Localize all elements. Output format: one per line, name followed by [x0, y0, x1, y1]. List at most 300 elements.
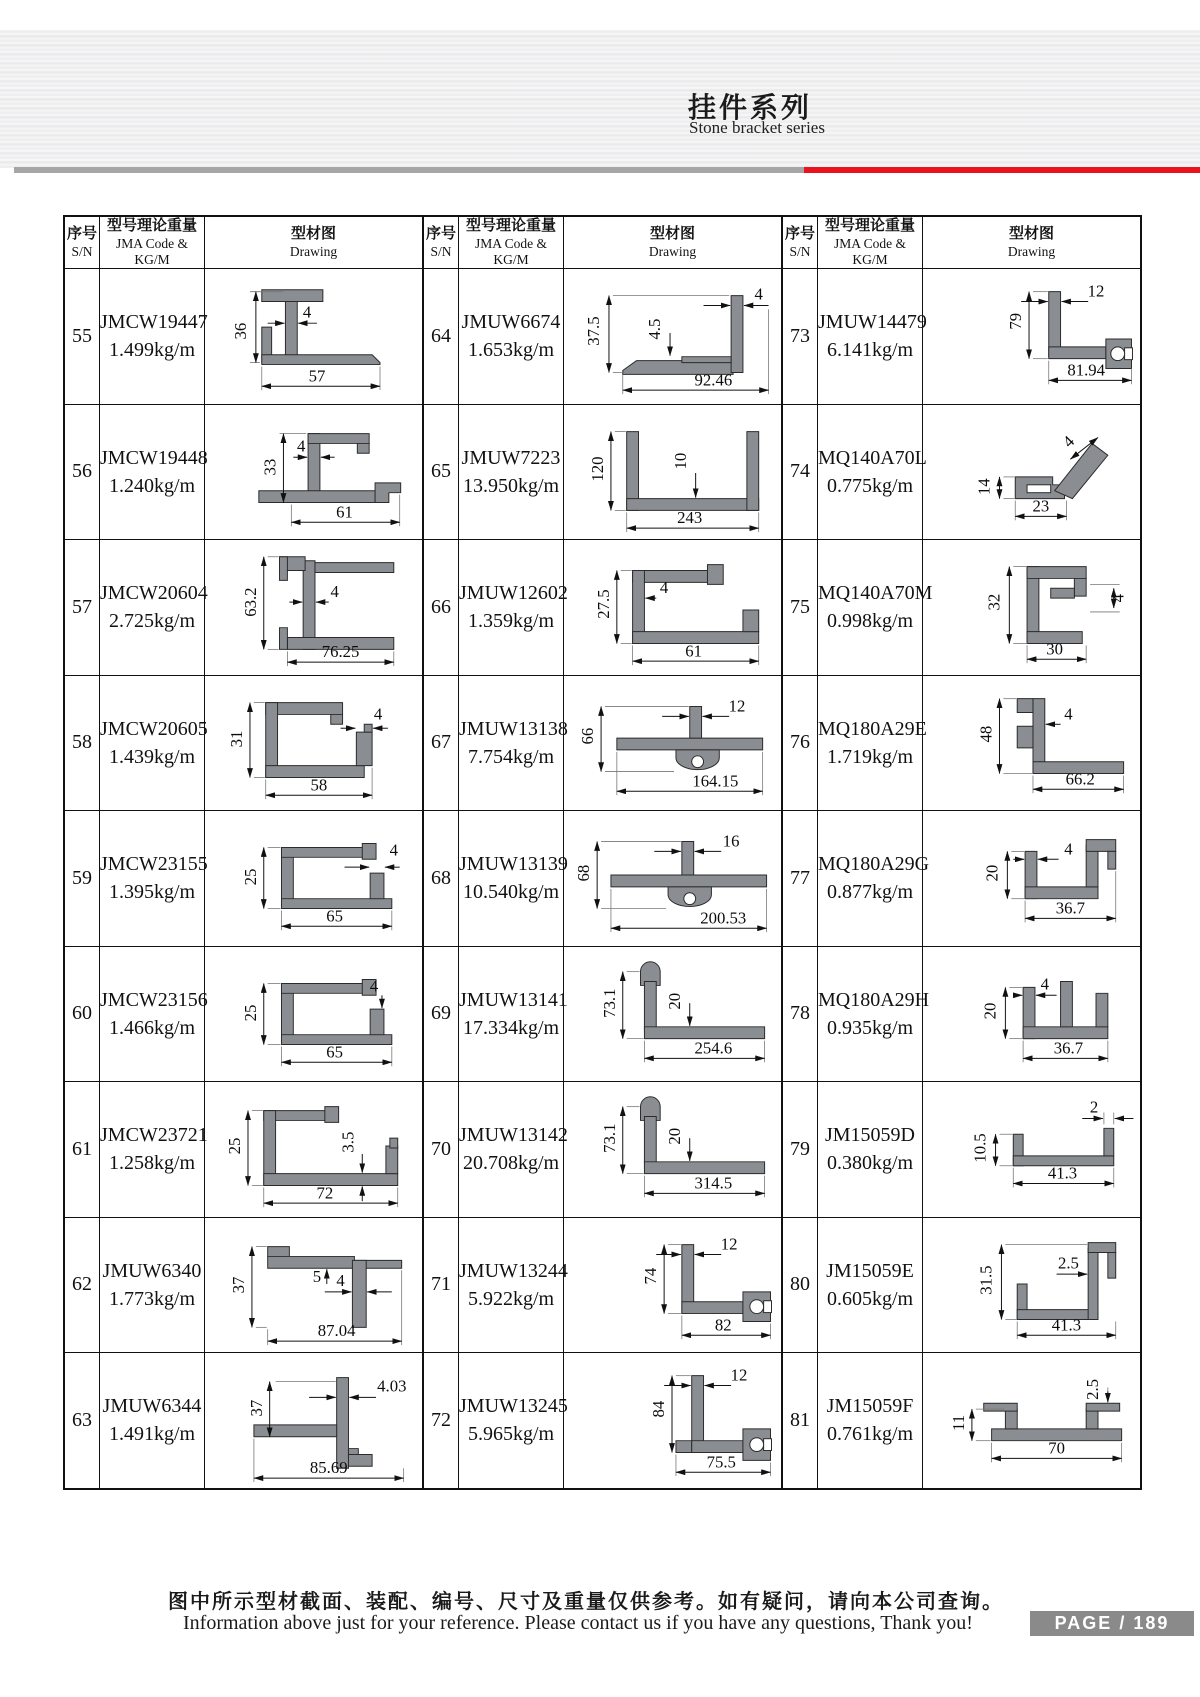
profile-row-70	[423, 1082, 782, 1218]
drawing-cell	[205, 946, 424, 1082]
dim-label: 254.6	[694, 1038, 733, 1058]
profile-drawing-JM15059F	[924, 1354, 1139, 1486]
profile-weight: 7.754kg/m	[467, 745, 555, 768]
code-weight-cell	[818, 1353, 923, 1489]
profile-row-68	[423, 811, 782, 947]
profile-code: JMUW13141	[459, 988, 568, 1011]
profile-weight: 5.922kg/m	[467, 1287, 555, 1310]
profile-row-71	[423, 1217, 782, 1353]
dim-label: 36.7	[1055, 898, 1086, 918]
col-header-en: Drawing	[1007, 243, 1056, 259]
serial-number: 61	[64, 1082, 100, 1218]
dim-label: 36.7	[1053, 1038, 1084, 1058]
dim-label: 41.3	[1051, 1315, 1082, 1335]
profile-code: JMUW13244	[459, 1259, 568, 1282]
profile-drawing-MQ180A29H	[924, 948, 1139, 1080]
drawing-cell	[923, 1082, 1142, 1218]
divider-gray	[14, 167, 804, 173]
dim-label: 4	[1064, 704, 1073, 724]
dim-label: 65	[326, 1042, 344, 1062]
profile-table-group-1	[63, 215, 424, 1490]
code-weight-cell	[459, 1353, 568, 1489]
col-header-sn	[423, 216, 459, 269]
profile-row-60	[64, 946, 423, 1082]
profile-weight: 10.540kg/m	[462, 881, 560, 904]
code-weight-cell	[459, 269, 564, 405]
col-header-cn: 序号	[784, 226, 815, 243]
col-header-code	[459, 216, 564, 269]
page-number-badge: PAGE / 189	[1030, 1611, 1194, 1636]
drawing-cell	[564, 1082, 783, 1218]
profile-drawing-JM15059D	[924, 1083, 1139, 1215]
profile-weight: 1.258kg/m	[108, 1152, 196, 1175]
dim-label: 63.2	[240, 587, 260, 618]
code-weight-cell	[818, 540, 933, 676]
code-weight-cell	[818, 404, 927, 540]
profile-weight: 1.359kg/m	[467, 610, 555, 633]
dim-label: 164.15	[692, 771, 739, 791]
dim-label: 4	[296, 436, 306, 456]
serial-number: 81	[782, 1353, 818, 1489]
profile-row-78	[782, 946, 1141, 1082]
col-header-cn: 型号理论重量	[824, 218, 915, 234]
dim-label: 41.3	[1047, 1163, 1078, 1183]
dim-label: 30	[1046, 639, 1064, 659]
dim-label: 36	[231, 323, 251, 340]
drawing-cell	[564, 404, 783, 540]
serial-number: 57	[64, 540, 100, 676]
profile-row-67	[423, 675, 782, 811]
profile-row-57	[64, 540, 423, 676]
dim-label: 4	[659, 578, 669, 598]
code-weight-cell	[100, 404, 208, 540]
page-subtitle: Stone bracket series	[689, 118, 825, 137]
dim-label: 70	[1048, 1438, 1065, 1458]
dim-label: 2.5	[1057, 1253, 1079, 1273]
dim-label: 75.5	[706, 1452, 736, 1472]
profile-drawing-JMCW23156	[206, 948, 421, 1080]
serial-number: 69	[423, 946, 459, 1082]
profile-weight: 17.334kg/m	[462, 1016, 560, 1039]
profile-drawing-JMCW20604	[206, 541, 421, 673]
serial-number: 76	[782, 675, 818, 811]
dim-label: 68	[574, 865, 594, 882]
profile-row-58	[64, 675, 423, 811]
dim-label: 120	[588, 456, 608, 482]
code-weight-cell	[100, 540, 208, 676]
dim-label: 37	[229, 1276, 249, 1294]
profile-drawing-MQ180A29G	[924, 812, 1139, 944]
profile-drawing-JMUW12602	[565, 541, 780, 673]
dim-label: 37.5	[584, 316, 604, 347]
dim-label: 12	[728, 696, 746, 716]
dim-label: 12	[730, 1365, 748, 1385]
col-header-draw	[205, 216, 424, 269]
profile-code: MQ180A29E	[818, 717, 927, 740]
dim-label: 25	[240, 869, 260, 886]
dim-label: 10.5	[970, 1133, 990, 1164]
profile-weight: 5.965kg/m	[467, 1423, 555, 1446]
dim-label: 37	[246, 1400, 266, 1417]
dim-label: 85.69	[309, 1458, 348, 1478]
col-header-en: JMA Code & KG/M	[474, 235, 547, 267]
drawing-cell	[564, 1353, 783, 1489]
code-weight-cell	[459, 946, 568, 1082]
col-header-cn: 型材图	[649, 226, 695, 243]
header-texture	[0, 30, 1200, 168]
dim-label: 61	[336, 502, 353, 522]
profile-row-80	[782, 1217, 1141, 1353]
profile-weight: 1.719kg/m	[826, 745, 914, 768]
dim-label: 73.1	[599, 1123, 619, 1154]
dim-label: 92.46	[694, 370, 733, 390]
drawing-cell	[205, 675, 424, 811]
profile-weight: 1.653kg/m	[467, 339, 555, 362]
code-weight-cell	[818, 269, 927, 405]
dim-label: 48	[976, 725, 996, 743]
drawing-cell	[205, 1217, 424, 1353]
serial-number: 66	[423, 540, 459, 676]
drawing-cell	[923, 1217, 1142, 1353]
code-weight-cell	[100, 1217, 205, 1353]
profile-drawing-MQ140A70L	[924, 406, 1139, 538]
dim-label: 4	[336, 1270, 345, 1290]
col-header-en: S/N	[430, 243, 452, 259]
profile-row-75	[782, 540, 1141, 676]
profile-code: JMUW6344	[102, 1395, 202, 1418]
col-header-cn: 型号理论重量	[106, 218, 197, 234]
code-weight-cell	[459, 675, 568, 811]
profile-code: MQ180A29H	[818, 988, 930, 1011]
profile-row-65	[423, 404, 782, 540]
profile-code: JMUW13142	[459, 1124, 568, 1147]
profile-drawing-JM15059E	[924, 1219, 1139, 1351]
profile-row-72	[423, 1353, 782, 1489]
profile-code: JMUW7223	[461, 446, 561, 469]
profile-code: JMUW6674	[461, 311, 561, 334]
profile-row-61	[64, 1082, 423, 1218]
dim-label: 23	[1032, 496, 1050, 516]
col-header-en: S/N	[789, 243, 811, 259]
footer-note-en: Information above just for your reference. Please contact us if you have any questions, Thank you!	[183, 1612, 973, 1634]
code-weight-cell	[459, 404, 564, 540]
profile-code: JMCW20604	[100, 582, 208, 605]
dim-label: 27.5	[593, 589, 613, 620]
drawing-cell	[923, 540, 1142, 676]
profile-drawing-JMCW23155	[206, 812, 421, 944]
profile-drawing-JMUW13138	[565, 677, 780, 809]
page-title: 挂件系列	[688, 92, 813, 123]
serial-number: 78	[782, 946, 818, 1082]
dim-label: 82	[714, 1315, 732, 1335]
profile-drawing-JMCW23721	[206, 1083, 421, 1215]
dim-label: 3.5	[338, 1132, 358, 1153]
code-weight-cell	[459, 1217, 568, 1353]
profile-drawing-JMUW6340	[206, 1219, 421, 1351]
profiles-table	[63, 215, 1136, 1476]
profile-code: JM15059D	[824, 1124, 915, 1147]
col-header-en: Drawing	[648, 243, 697, 259]
dim-label: 65	[326, 906, 344, 926]
dim-label: 57	[308, 366, 326, 386]
profile-weight: 1.395kg/m	[108, 881, 196, 904]
profile-weight: 20.708kg/m	[462, 1152, 560, 1175]
profile-drawing-MQ140A70M	[924, 541, 1139, 673]
profile-weight: 1.439kg/m	[108, 745, 196, 768]
drawing-cell	[923, 946, 1142, 1082]
profile-row-77	[782, 811, 1141, 947]
profile-code: JMUW13138	[459, 717, 568, 740]
drawing-cell	[564, 675, 783, 811]
profile-row-63	[64, 1353, 423, 1489]
profile-drawing-JMCW19448	[206, 406, 421, 538]
dim-label: 314.5	[694, 1173, 733, 1193]
col-header-cn: 型材图	[1008, 226, 1054, 243]
code-weight-cell	[459, 540, 568, 676]
col-header-en: S/N	[71, 243, 93, 259]
drawing-cell	[205, 811, 424, 947]
col-header-draw	[923, 216, 1142, 269]
dim-label: 20	[980, 1002, 1000, 1020]
serial-number: 55	[64, 269, 100, 405]
profile-code: JMCW19448	[100, 446, 208, 469]
dim-label: 31.5	[976, 1265, 996, 1295]
serial-number: 65	[423, 404, 459, 540]
dim-label: 4	[330, 582, 339, 602]
profile-weight: 1.773kg/m	[108, 1287, 196, 1310]
serial-number: 75	[782, 540, 818, 676]
dim-label: 79	[1006, 313, 1026, 330]
dim-label: 84	[649, 1401, 669, 1418]
dim-label: 76.25	[321, 642, 360, 662]
dim-label: 33	[260, 458, 280, 476]
profile-weight: 1.240kg/m	[108, 474, 196, 497]
dim-label: 243	[677, 508, 703, 528]
profile-row-73	[782, 269, 1141, 405]
profile-weight: 0.877kg/m	[826, 881, 914, 904]
dim-label: 66	[578, 727, 598, 745]
profile-code: JMUW14479	[818, 311, 927, 334]
profile-weight: 1.466kg/m	[108, 1016, 196, 1039]
drawing-cell	[564, 1217, 783, 1353]
dim-label: 81.94	[1067, 360, 1105, 380]
code-weight-cell	[818, 1217, 923, 1353]
dim-label: 87.04	[317, 1321, 356, 1341]
profile-weight: 0.761kg/m	[826, 1423, 914, 1446]
code-weight-cell	[100, 675, 208, 811]
profile-code: JMUW13245	[459, 1395, 568, 1418]
profile-drawing-JMUW13142	[565, 1083, 780, 1215]
dim-label: 4	[302, 302, 312, 322]
profile-code: JMCW20605	[100, 717, 208, 740]
serial-number: 60	[64, 946, 100, 1082]
dim-label: 4	[389, 840, 398, 860]
dim-label: 12	[1087, 281, 1105, 301]
profile-code: JMCW23156	[100, 988, 208, 1011]
profile-drawing-JMUW13245	[565, 1354, 780, 1486]
col-header-draw	[564, 216, 783, 269]
profile-weight: 1.491kg/m	[108, 1423, 196, 1446]
col-header-code	[818, 216, 923, 269]
code-weight-cell	[100, 1082, 208, 1218]
serial-number: 64	[423, 269, 459, 405]
serial-number: 70	[423, 1082, 459, 1218]
dim-label: 4	[373, 704, 383, 724]
dim-label: 72	[316, 1183, 334, 1203]
code-weight-cell	[818, 811, 930, 947]
profile-code: JMUW12602	[459, 582, 568, 605]
drawing-cell	[564, 269, 783, 405]
drawing-cell	[923, 811, 1142, 947]
profile-drawing-MQ180A29E	[924, 677, 1139, 809]
code-weight-cell	[459, 1082, 568, 1218]
col-header-en: JMA Code & KG/M	[833, 235, 906, 267]
drawing-cell	[564, 946, 783, 1082]
drawing-cell	[564, 811, 783, 947]
profile-drawing-JMCW19447	[206, 270, 421, 402]
drawing-cell	[564, 540, 783, 676]
dim-label: 4	[1064, 839, 1073, 859]
code-weight-cell	[100, 946, 208, 1082]
dim-label: 4	[1058, 431, 1079, 452]
serial-number: 67	[423, 675, 459, 811]
table-header-row	[782, 216, 1141, 269]
profile-row-74	[782, 404, 1141, 540]
dim-label: 25	[225, 1138, 245, 1155]
serial-number: 73	[782, 269, 818, 405]
profile-row-59	[64, 811, 423, 947]
dim-label: 25	[240, 1004, 260, 1022]
footer-note-cn: 图中所示型材截面、装配、编号、尺寸及重量仅供参考。如有疑问，请向本公司查询。	[168, 1591, 1004, 1613]
serial-number: 71	[423, 1217, 459, 1353]
profile-code: MQ140A70M	[818, 582, 933, 605]
profile-row-69	[423, 946, 782, 1082]
serial-number: 62	[64, 1217, 100, 1353]
drawing-cell	[923, 269, 1142, 405]
profile-drawing-JMUW13139	[565, 812, 780, 944]
code-weight-cell	[100, 811, 208, 947]
dim-label: 73.1	[599, 988, 619, 1018]
table-header-row	[423, 216, 782, 269]
code-weight-cell	[100, 269, 208, 405]
drawing-cell	[205, 1082, 424, 1218]
dim-label: 31	[227, 730, 247, 748]
profile-table-group-3	[781, 215, 1142, 1490]
dim-label: 4	[1108, 594, 1128, 603]
profile-drawing-JMUW14479	[924, 270, 1139, 402]
dim-label: 61	[685, 641, 703, 661]
profile-weight: 6.141kg/m	[826, 339, 914, 362]
profile-weight: 0.935kg/m	[826, 1016, 914, 1039]
profile-row-56	[64, 404, 423, 540]
profile-drawing-JMCW20605	[206, 677, 421, 809]
col-header-cn: 型材图	[290, 226, 336, 243]
profile-row-66	[423, 540, 782, 676]
dim-label: 12	[720, 1234, 738, 1254]
dim-label: 74	[641, 1267, 661, 1285]
drawing-cell	[923, 404, 1142, 540]
serial-number: 59	[64, 811, 100, 947]
dim-label: 10	[670, 452, 690, 470]
col-header-sn	[782, 216, 818, 269]
serial-number: 74	[782, 404, 818, 540]
profile-weight: 0.605kg/m	[826, 1287, 914, 1310]
dim-label: 66.2	[1065, 769, 1095, 789]
profile-code: JM15059F	[826, 1395, 914, 1418]
divider-red	[804, 167, 1200, 173]
profile-code: JMCW19447	[100, 311, 208, 334]
profile-row-64	[423, 269, 782, 405]
profile-row-81	[782, 1353, 1141, 1489]
profile-code: JMUW6340	[102, 1259, 202, 1282]
drawing-cell	[923, 675, 1142, 811]
serial-number: 77	[782, 811, 818, 947]
drawing-cell	[205, 1353, 424, 1489]
dim-label: 20	[982, 865, 1002, 882]
dim-label: 11	[949, 1415, 969, 1432]
code-weight-cell	[818, 675, 927, 811]
profile-code: JMCW23721	[100, 1124, 208, 1147]
serial-number: 63	[64, 1353, 100, 1489]
drawing-cell	[923, 1353, 1142, 1489]
serial-number: 80	[782, 1217, 818, 1353]
profile-drawing-JMUW7223	[565, 406, 780, 538]
table-header-row	[64, 216, 423, 269]
col-header-en: Drawing	[289, 243, 338, 259]
profile-weight: 13.950kg/m	[462, 474, 560, 497]
col-header-code	[100, 216, 205, 269]
profile-weight: 2.725kg/m	[108, 610, 196, 633]
dim-label: 4.03	[377, 1376, 407, 1396]
dim-label: 200.53	[700, 908, 747, 928]
profile-weight: 0.380kg/m	[826, 1152, 914, 1175]
profile-code: JM15059E	[826, 1259, 914, 1282]
col-header-en: JMA Code & KG/M	[115, 235, 188, 267]
profile-code: MQ140A70L	[818, 446, 927, 469]
col-header-cn: 序号	[425, 226, 456, 243]
profile-drawing-JMUW13141	[565, 948, 780, 1080]
code-weight-cell	[818, 946, 930, 1082]
serial-number: 68	[423, 811, 459, 947]
profile-row-62	[64, 1217, 423, 1353]
profile-drawing-JMUW13244	[565, 1219, 780, 1351]
drawing-cell	[205, 540, 424, 676]
profile-code: JMCW23155	[100, 853, 208, 876]
profile-row-76	[782, 675, 1141, 811]
serial-number: 58	[64, 675, 100, 811]
serial-number: 56	[64, 404, 100, 540]
profile-table-group-2	[422, 215, 783, 1490]
drawing-cell	[205, 404, 424, 540]
dim-label: 16	[722, 831, 740, 851]
serial-number: 79	[782, 1082, 818, 1218]
dim-label: 2	[1089, 1097, 1099, 1117]
profile-row-79	[782, 1082, 1141, 1218]
dim-label: 4	[754, 284, 763, 304]
dim-label: 20	[664, 1128, 684, 1145]
col-header-sn	[64, 216, 100, 269]
profile-weight: 1.499kg/m	[108, 339, 196, 362]
profile-weight: 0.998kg/m	[826, 610, 914, 633]
profile-drawing-JMUW6344	[206, 1354, 421, 1486]
profile-row-55	[64, 269, 423, 405]
profile-weight: 0.775kg/m	[826, 474, 914, 497]
code-weight-cell	[818, 1082, 923, 1218]
dim-label: 4	[369, 976, 379, 996]
serial-number: 72	[423, 1353, 459, 1489]
dim-label: 14	[974, 478, 994, 496]
profile-code: JMUW13139	[459, 853, 568, 876]
